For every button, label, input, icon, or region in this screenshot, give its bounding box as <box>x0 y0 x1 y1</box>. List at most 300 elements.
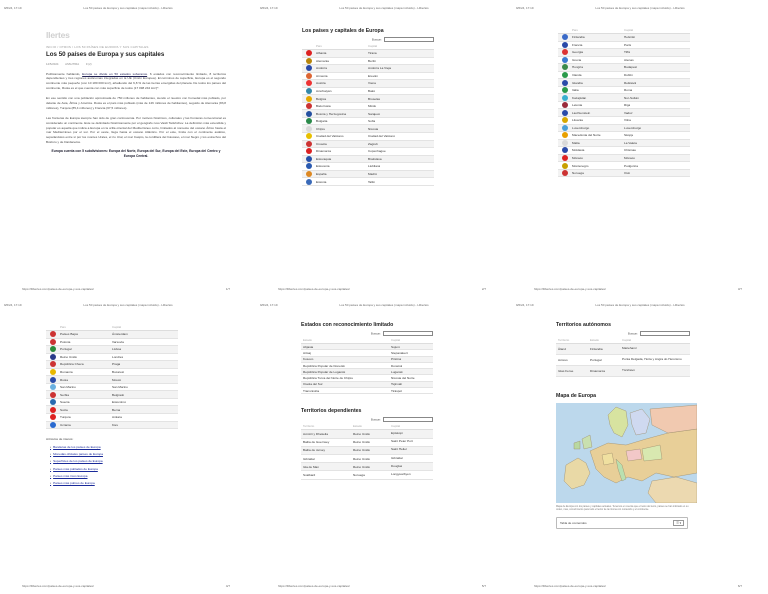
flag-icon <box>50 346 56 352</box>
flag-icon <box>562 125 568 131</box>
country-name: Lituania <box>572 118 583 123</box>
capital-name: Atenas <box>624 57 634 62</box>
capital-name: Andorra La Vieja <box>368 66 391 71</box>
country-name: Chipre <box>316 126 326 131</box>
country-row <box>558 155 690 163</box>
flag-icon <box>50 392 56 398</box>
flag-icon <box>306 73 312 79</box>
country-name: San Marino <box>60 385 76 390</box>
capital-name: Nur-Sultán <box>624 95 639 100</box>
capital-name: Bruselas <box>368 96 381 101</box>
table-header[interactable] <box>302 42 434 50</box>
territory-name: Bailía de Jersey <box>303 448 326 453</box>
country-name: Montenegro <box>572 163 589 168</box>
table-row <box>301 455 433 463</box>
countries-section-cont <box>558 26 690 177</box>
capital-name: Skopje <box>624 133 634 138</box>
capital-name: Saint Helier <box>391 448 407 452</box>
territory-name: Gibraltar <box>303 456 315 461</box>
flag-icon <box>306 88 312 94</box>
country-row <box>558 87 690 95</box>
country-name: Italia <box>572 88 579 93</box>
flag-icon <box>306 171 312 177</box>
country-name: Irlanda <box>572 73 582 77</box>
state-name: República Popular de Lugansk <box>303 369 346 374</box>
capital-name: Nicosia <box>368 126 379 131</box>
countries-table-body <box>558 34 690 177</box>
state-name: Dinamarca <box>590 369 605 373</box>
column-header-country[interactable]: País <box>60 324 66 329</box>
page-title: Los 50 países de Europa y sus capitales <box>46 51 165 58</box>
subdivisions-note: Europa cuenta con 5 subdivisiones: Europa del Norte, Europa del Sur, Europa del Este, Europa del Centro y Europa Central. <box>51 149 221 159</box>
flag-icon <box>50 414 56 420</box>
capital-name: Bratislava <box>368 156 382 161</box>
flag-icon <box>306 103 312 109</box>
territory-name: Svalbard <box>303 472 316 477</box>
print-date: 9/6/24, 17:19 <box>516 303 534 307</box>
country-row <box>46 376 178 384</box>
flag-icon <box>562 87 568 93</box>
capital-name: Berlín <box>368 58 377 63</box>
country-name: Croacia <box>316 141 327 146</box>
country-row <box>302 95 434 103</box>
country-row <box>558 170 690 178</box>
table-of-contents[interactable] <box>556 517 688 529</box>
page-1 <box>0 0 256 297</box>
related-links <box>46 445 178 485</box>
related-link[interactable]: • Banderas de los países de Europa <box>50 445 178 449</box>
country-name: Letonia <box>572 103 583 108</box>
capital-name: Oslo <box>624 171 631 176</box>
capital-name: Ámsterdam <box>112 332 128 337</box>
country-row <box>558 79 690 87</box>
print-title: Los 50 países de Europa y sus capitales (mapa incluido) - Llibertés <box>339 6 429 10</box>
flag-icon <box>50 339 56 345</box>
flag-icon <box>50 422 56 428</box>
country-row <box>302 118 434 126</box>
flag-icon <box>562 140 568 146</box>
country-row <box>302 88 434 96</box>
country-row <box>46 346 178 354</box>
capital-name: Minsk <box>368 104 377 109</box>
country-name: Bielorrusia <box>316 104 331 109</box>
flag-icon <box>562 49 568 55</box>
flag-icon <box>562 110 568 116</box>
flag-icon <box>562 95 568 101</box>
state-name: República Popular de Donetsk <box>303 363 345 368</box>
flag-icon <box>306 179 312 185</box>
intro-paragraph <box>46 72 226 91</box>
search-label: Buscar: <box>627 331 638 336</box>
search-input[interactable] <box>384 37 434 42</box>
state-name: Artsaj <box>303 350 311 355</box>
capital-name: Mónaco <box>624 156 636 161</box>
country-row <box>558 140 690 148</box>
intro-text: Políticamente hablando, <box>46 71 83 76</box>
breadcrumb[interactable]: INICIO / OTROS / LOS 50 PAÍSES DE EUROPA Y SUS CAPITALES <box>46 45 149 49</box>
country-row <box>302 148 434 156</box>
countries-table-body <box>302 50 434 186</box>
capital-name: Zagreb <box>368 141 378 146</box>
capital-name: Viena <box>368 81 376 86</box>
country-row <box>558 72 690 80</box>
print-footer <box>256 287 512 293</box>
flag-icon <box>306 148 312 154</box>
territory-name: Acrotiri y Dhekelia <box>303 431 328 436</box>
country-row <box>46 354 178 362</box>
capital-name: Mariehamn <box>622 347 638 351</box>
country-name: Armenia <box>316 73 328 78</box>
country-row <box>558 42 690 50</box>
territory-name: Islas Feroe <box>558 369 574 373</box>
capital-name: Ponta Delgada, Horta y Angra do Heroísmo <box>622 358 682 362</box>
related-link[interactable]: • Superficies de los países de Europa <box>50 459 178 463</box>
country-name: Bulgaria <box>316 119 328 124</box>
table-row <box>301 463 433 471</box>
flag-icon <box>562 132 568 138</box>
country-row <box>46 391 178 399</box>
flag-icon <box>306 156 312 162</box>
borders-paragraph: Las fronteras de Europa siempre han sido de gran controversia. Por motivos históricos, culturales y las fronteras convencional es considerado un continente. Este se delimitado históricamente por el geógrafo ruso Vasili Tatíshchev. La definición más extendida y popular es aquella que indica a Europa en la orilla oriental del Mediterráneo corto, limitados al noroeste del océano Ártico hasta el mar Mediterráneo por el sur. Por el oeste, llega hasta el océano Atlántico. Por el este, limita con el continente asiático, separándolos entre sí por los montes Urales, el río Ural, el mar Caspio, la cordillera del Cáucaso, el mar Negro y los estrechos del Bósforo y de Dardanelos. <box>46 116 226 144</box>
capital-name: Bucarest <box>112 370 125 374</box>
table-header[interactable] <box>556 336 690 344</box>
table-header[interactable] <box>46 323 178 331</box>
capital-name: Pristina <box>391 357 402 362</box>
capital-name: Tiflis <box>624 50 631 55</box>
country-row <box>558 147 690 155</box>
capital-name: Belgrado <box>112 392 125 397</box>
flag-icon <box>306 133 312 139</box>
print-footer <box>0 287 256 293</box>
footer-url: https://llibertes.com/paises-de-europa-y-sus-capitales/ <box>22 287 94 291</box>
country-row <box>302 80 434 88</box>
flag-icon <box>306 65 312 71</box>
europe-map[interactable] <box>556 403 697 503</box>
capital-name: Copenhague <box>368 149 386 154</box>
country-name: Ciudad del Vaticano <box>316 134 344 139</box>
state-name: Portugal <box>590 358 602 362</box>
capital-name: Madrid <box>368 172 378 177</box>
section-title: Mapa de Europa <box>556 393 597 399</box>
country-row <box>302 163 434 171</box>
column-header-capital[interactable]: Capital <box>368 43 377 48</box>
country-row <box>46 369 178 377</box>
intro-text-rest: . 6 estados con reconocimiento limitado, 8 territorios dependientes y tres regiones autónomas integradas en la UE (Unión Europea). En términos de superficie, Europa es el segundo continente más pequeño (con 10 180 000 km²), añadiendo del 6,8 % de las tierras emergidas del planeta. De todos los países del continente, Rusia es el que cuenta con más superficie de todos (17 098 242 km²)*. <box>46 71 226 90</box>
table-row <box>556 366 690 377</box>
flag-icon <box>50 384 56 390</box>
country-row <box>302 103 434 111</box>
country-name: Francia <box>572 42 583 47</box>
flag-icon <box>562 170 568 176</box>
column-header-state[interactable]: Estado <box>590 337 599 342</box>
state-name: Reino Unido <box>353 431 371 436</box>
state-name: Kosovo <box>303 357 314 362</box>
country-name: Rusia <box>60 377 68 382</box>
capital-name: Bakú <box>368 89 376 93</box>
country-row <box>46 414 178 422</box>
print-header <box>512 6 768 12</box>
capital-name: Tiráspol <box>391 388 402 393</box>
country-name: Estonia <box>316 179 327 184</box>
country-name: Noruega <box>572 171 584 176</box>
capital-name: Londres <box>112 354 124 359</box>
country-name: Alemania <box>316 58 329 63</box>
flag-icon <box>50 377 56 383</box>
table-row <box>556 344 690 355</box>
capital-name: Ankara <box>112 415 122 420</box>
table-row <box>556 355 690 366</box>
capital-name: Stepanakert <box>391 350 408 355</box>
country-name: Rumanía <box>60 370 73 374</box>
footer-url: https://llibertes.com/paises-de-europa-y-sus-capitales/ <box>534 287 606 291</box>
capital-name: Ereván <box>368 73 378 78</box>
related-link[interactable]: • Países más pobres de Europa <box>50 481 178 485</box>
flag-icon <box>306 80 312 86</box>
related-title: Artículos de interés: <box>46 437 74 442</box>
country-row <box>46 399 178 407</box>
site-logo[interactable]: llertes <box>46 30 70 40</box>
country-name: Serbia <box>60 392 69 397</box>
column-header-capital[interactable]: Capital <box>624 27 633 32</box>
column-header-country[interactable]: País <box>572 27 578 32</box>
country-name: Andorra <box>316 66 328 71</box>
column-header-capital[interactable]: Capital <box>391 337 400 342</box>
table-header[interactable] <box>301 422 433 430</box>
search-input[interactable] <box>383 331 433 336</box>
flag-icon <box>306 58 312 64</box>
footer-url: https://llibertes.com/paises-de-europa-y-sus-capitales/ <box>278 584 350 588</box>
flag-icon <box>562 163 568 169</box>
country-row <box>302 58 434 66</box>
capital-name: Dublín <box>624 73 633 77</box>
capital-name: Sofía <box>368 119 376 124</box>
search-label: Buscar: <box>370 331 381 336</box>
country-name: España <box>316 172 327 177</box>
capital-name: Tsjinvali <box>391 382 402 387</box>
print-footer <box>256 584 512 590</box>
page-4 <box>0 297 256 594</box>
country-name: Eslovaquia <box>316 156 332 161</box>
capital-name: Longyearbyen <box>391 472 411 476</box>
column-header-state[interactable]: Estado <box>353 423 362 428</box>
country-row <box>46 406 178 414</box>
country-row <box>558 109 690 117</box>
capital-name: Moscú <box>112 377 122 382</box>
flag-icon <box>562 147 568 153</box>
footer-page-number: 3/7 <box>737 287 742 291</box>
capital-name: Vaduz <box>624 110 633 115</box>
capital-name: Praga <box>112 362 121 367</box>
country-row <box>558 49 690 57</box>
table-header[interactable] <box>558 26 690 34</box>
column-header-state[interactable]: Estado <box>303 337 312 342</box>
capital-name: Berna <box>112 407 121 412</box>
country-row <box>302 110 434 118</box>
country-name: Grecia <box>572 57 582 62</box>
flag-icon <box>50 361 56 367</box>
capital-name: Estocolmo <box>112 400 127 405</box>
capital-name: Tallin <box>368 179 376 184</box>
search-label: Buscar: <box>370 417 381 422</box>
print-title: Los 50 países de Europa y sus capitales (mapa incluido) - Llibertés <box>595 6 685 10</box>
country-name: Liechtenstein <box>572 110 591 115</box>
country-name: Reino Unido <box>60 354 78 359</box>
country-name: Ucrania <box>60 422 71 427</box>
dependent-table-body <box>301 430 433 479</box>
print-header <box>0 6 256 12</box>
countries-section-end <box>46 323 178 488</box>
column-header-territory[interactable]: Territorio <box>303 423 315 428</box>
footer-url: https://llibertes.com/paises-de-europa-y-sus-capitales/ <box>278 287 350 291</box>
flag-icon <box>306 96 312 102</box>
print-header <box>256 6 512 12</box>
capital-name: Liubliana <box>368 164 381 169</box>
flag-icon <box>306 163 312 169</box>
country-name: Mónaco <box>572 156 584 161</box>
state-name: Abjasia <box>303 344 314 349</box>
country-name: Suecia <box>60 400 70 405</box>
capital-name: Donetsk <box>391 363 403 368</box>
country-name: Bélgica <box>316 96 327 101</box>
state-name: Osetia del Sur <box>303 382 323 387</box>
footer-page-number: 2/7 <box>481 287 486 291</box>
autonomous-section <box>556 322 690 529</box>
table-header[interactable] <box>301 336 433 344</box>
country-row <box>46 361 178 369</box>
capital-name: Lisboa <box>112 347 122 352</box>
country-name: Bosnia y Herzegovina <box>316 111 347 116</box>
section-title: Estados con reconocimiento limitado <box>301 322 394 328</box>
flag-icon <box>50 354 56 360</box>
print-date: 9/6/24, 17:19 <box>260 6 278 10</box>
column-header-country[interactable]: País <box>316 43 322 48</box>
capital-name: Ciudad del Vaticano <box>368 134 396 139</box>
country-row <box>558 102 690 110</box>
column-header-capital[interactable]: Capital <box>391 423 400 428</box>
capital-name: San Marino <box>112 385 128 390</box>
footer-page-number: 1/7 <box>225 287 230 291</box>
related-link[interactable]: • Monedas oficiales países de Europa <box>50 452 178 456</box>
state-name: Transnistria <box>303 388 320 393</box>
flag-icon <box>306 126 312 132</box>
page-2 <box>256 0 512 297</box>
country-name: Países Bajos <box>60 332 79 337</box>
table-row <box>301 439 433 447</box>
country-row <box>558 34 690 42</box>
country-row <box>302 65 434 73</box>
article-author[interactable]: ASSUTIRA <box>65 61 80 66</box>
article-date: 14/5/2024 <box>46 61 59 66</box>
print-date: 9/6/24, 17:19 <box>4 6 22 10</box>
article-meta <box>46 62 226 66</box>
related-link[interactable]: • Países más ricos Europa <box>50 474 178 478</box>
capital-name: Vilna <box>624 118 631 123</box>
column-header-capital[interactable]: Capital <box>622 337 631 342</box>
capital-name: Nicosia del Norte <box>391 376 415 381</box>
flag-icon <box>562 117 568 123</box>
country-name: Eslovenia <box>316 164 330 169</box>
section-title: Territorios autónomos <box>556 322 611 328</box>
article-intro <box>46 30 226 159</box>
country-name: Dinamarca <box>316 149 331 154</box>
intro-link[interactable]: Europa se divide en 50 estados soberanos <box>82 71 148 76</box>
capital-name: Douglas <box>391 464 403 468</box>
state-name: Noruega <box>353 472 365 477</box>
column-header-territory[interactable]: Territorio <box>558 337 570 342</box>
capital-name: Roma <box>624 88 633 93</box>
capital-name: Podgorica <box>624 163 638 168</box>
flag-icon <box>562 102 568 108</box>
search-input[interactable] <box>383 417 433 422</box>
map-caption: Mapa de Europa con los países y capitales actuales. Tenemos en cuenta que el resto del texto, países se han indicado en su orden, mas, conocimiento para todo el lector de la misma con contenido y el continente. <box>556 505 689 512</box>
autonomous-table-body <box>556 344 690 377</box>
capital-name: Episkopi <box>391 432 403 436</box>
footer-url: https://llibertes.com/paises-de-europa-y-sus-capitales/ <box>22 584 94 588</box>
print-footer <box>512 287 768 293</box>
country-row <box>46 331 178 339</box>
country-row <box>558 64 690 72</box>
capital-name: Luxemburgo <box>624 125 642 130</box>
flag-icon <box>50 369 56 375</box>
country-row <box>558 57 690 65</box>
state-name: Finlandia <box>590 347 603 351</box>
table-row <box>301 447 433 455</box>
country-row <box>302 156 434 164</box>
state-name: Reino Unido <box>353 448 371 453</box>
capital-name: Gibraltar <box>391 456 403 460</box>
toc-toggle-button[interactable]: ☰ ▾ <box>673 520 684 526</box>
toc-label: Tabla de contenidos <box>560 521 587 526</box>
print-date: 9/6/24, 17:19 <box>516 6 534 10</box>
territory-name: Azores <box>558 358 568 362</box>
page-6 <box>512 297 768 594</box>
country-row <box>558 117 690 125</box>
section-title: Territorios dependientes <box>301 408 362 415</box>
article-comments[interactable]: 9 (2) <box>85 61 92 66</box>
flag-icon <box>306 118 312 124</box>
footer-page-number: 4/7 <box>225 584 230 588</box>
country-name: Islandia <box>572 80 583 85</box>
flag-icon <box>562 34 568 40</box>
country-name: Suiza <box>60 407 68 412</box>
country-name: Finlandia <box>572 35 585 40</box>
print-footer <box>0 584 256 590</box>
state-name: Reino Unido <box>353 464 371 469</box>
print-title: Los 50 países de Europa y sus capitales (mapa incluido) - Llibertés <box>83 6 173 10</box>
search-input[interactable] <box>640 331 690 336</box>
country-name: Albania <box>316 51 327 56</box>
state-name: República Turca del Norte de Chipre <box>303 376 354 381</box>
footer-page-number: 5/7 <box>481 584 486 588</box>
country-name: Malta <box>572 140 580 145</box>
flag-icon <box>306 50 312 56</box>
country-name: Portugal <box>60 347 72 352</box>
capital-name: Lugansk <box>391 369 403 374</box>
state-name: Reino Unido <box>353 456 371 461</box>
capital-name: Tórshavn <box>622 369 635 373</box>
related-link[interactable]: • Países más poblados de Europa <box>50 467 178 471</box>
column-header-capital[interactable]: Capital <box>112 324 121 329</box>
territory-name: Åland <box>558 347 566 351</box>
print-header <box>0 303 256 309</box>
footer-url: https://llibertes.com/paises-de-europa-y-sus-capitales/ <box>534 584 606 588</box>
europe-map-image <box>556 403 697 503</box>
country-row <box>302 133 434 141</box>
flag-icon <box>562 80 568 86</box>
print-title: Los 50 países de Europa y sus capitales (mapa incluido) - Llibertés <box>595 303 685 307</box>
country-name: Macedonia del Norte <box>572 133 601 138</box>
flag-icon <box>306 141 312 147</box>
